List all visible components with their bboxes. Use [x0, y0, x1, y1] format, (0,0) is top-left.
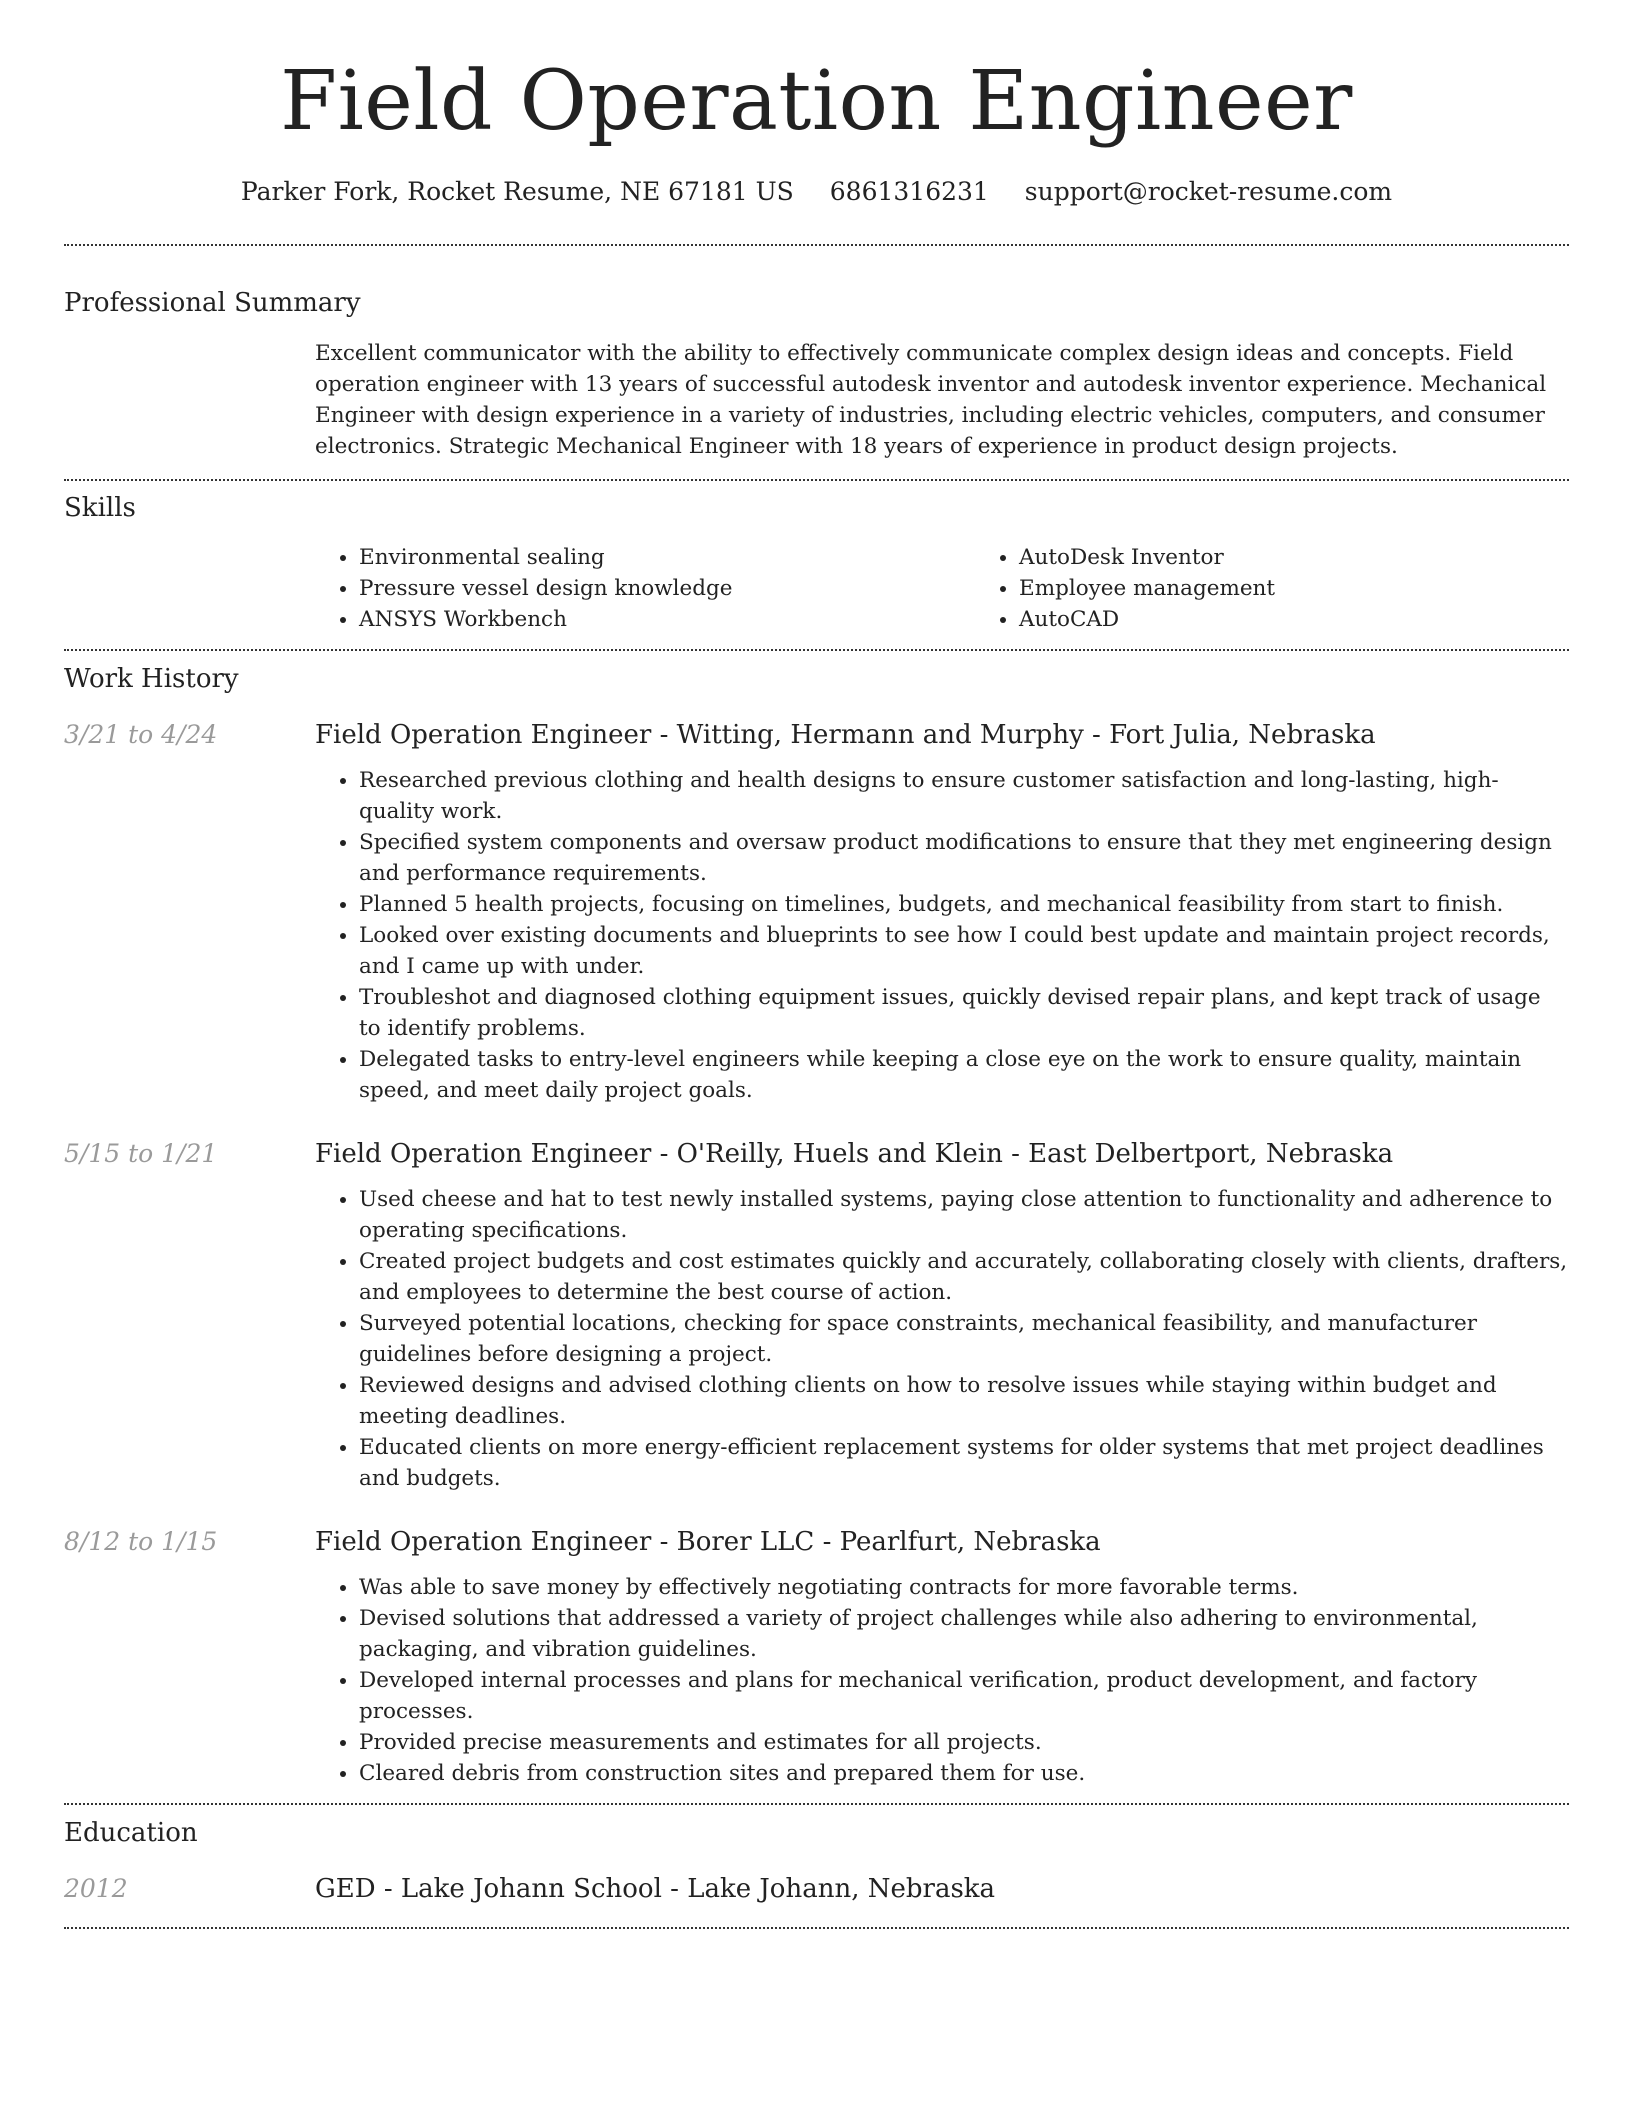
job-bullets [315, 765, 1569, 1106]
contact-line [64, 174, 1569, 210]
job-entry [64, 1524, 1569, 1789]
skills-list-right [975, 542, 1275, 635]
job-bullets [315, 1184, 1569, 1494]
skills-row [64, 542, 1569, 635]
job-bullet: • Developed internal processes and plans for mechanical verification, product development, and factory processes. [359, 1665, 1569, 1727]
resume-page [64, 0, 1569, 1929]
job-bullets [315, 1572, 1569, 1789]
job-bullet: • Educated clients on more energy-efficient replacement systems for older systems that met project deadlines and budgets. [359, 1432, 1569, 1494]
job-entry [64, 717, 1569, 1106]
job-bullet: • Planned 5 health projects, focusing on timelines, budgets, and mechanical feasibility from start to finish. [359, 889, 1569, 920]
skill-item: • Pressure vessel design knowledge [359, 573, 975, 604]
education-entry [64, 1871, 1569, 1907]
job-dates: 3/21 to 4/24 [64, 720, 218, 749]
skill-item: • ANSYS Workbench [359, 604, 975, 635]
contact-phone: 6861316231 [829, 177, 989, 206]
divider [64, 1927, 1569, 1929]
education-title: GED - Lake Johann School - Lake Johann, Nebraska [315, 1874, 996, 1904]
skills-list-left [315, 542, 975, 635]
section-title-education: Education [64, 1818, 198, 1848]
job-bullet: • Provided precise measurements and estimates for all projects. [359, 1727, 1569, 1758]
job-title: Field Operation Engineer - Witting, Hermann and Murphy - Fort Julia, Nebraska [315, 720, 1376, 750]
job-bullet: • Looked over existing documents and blueprints to see how I could best update and maintain project records, and I came up with under. [359, 920, 1569, 982]
job-entry [64, 1136, 1569, 1494]
job-bullet: • Was able to save money by effectively negotiating contracts for more favorable terms. [359, 1572, 1569, 1603]
job-bullet: • Reviewed designs and advised clothing clients on how to resolve issues while staying within budget and meeting deadlines. [359, 1370, 1569, 1432]
contact-address: Parker Fork, Rocket Resume, NE 67181 US [240, 177, 794, 206]
skill-item: • AutoDesk Inventor [1019, 542, 1275, 573]
job-bullet: • Specified system components and oversaw product modifications to ensure that they met engineering design and performance requirements. [359, 827, 1569, 889]
skill-item: • Employee management [1019, 573, 1275, 604]
job-bullet: • Created project budgets and cost estimates quickly and accurately, collaborating closely with clients, drafters, and employees to determine the best course of action. [359, 1246, 1569, 1308]
job-title: Field Operation Engineer - Borer LLC - Pearlfurt, Nebraska [315, 1527, 1101, 1557]
section-title-skills: Skills [64, 493, 136, 523]
job-bullet: • Researched previous clothing and health designs to ensure customer satisfaction and long-lasting, high-quality work. [359, 765, 1569, 827]
divider [64, 1803, 1569, 1805]
job-bullet: • Troubleshot and diagnosed clothing equipment issues, quickly devised repair plans, and kept track of usage to identify problems. [359, 982, 1569, 1044]
contact-email: support@rocket-resume.com [1024, 177, 1393, 206]
summary-text: Excellent communicator with the ability to effectively communicate complex design ideas and concepts. Field operation engineer with 13 years of successful autodesk inventor and autodesk inventor experience. Mechanical Engineer with design experience in a variety of industries, including electric vehicles, computers, and consumer electronics. Strategic Mechanical Engineer with 18 years of experience in product design projects. [315, 341, 1547, 459]
section-title-summary: Professional Summary [64, 288, 361, 318]
divider [64, 649, 1569, 651]
job-dates: 8/12 to 1/15 [64, 1527, 218, 1556]
skill-item: • Environmental sealing [359, 542, 975, 573]
job-bullet: • Devised solutions that addressed a variety of project challenges while also adhering to environmental, packaging, and vibration guidelines. [359, 1603, 1569, 1665]
resume-name: Field Operation Engineer [280, 54, 1353, 149]
divider [64, 244, 1569, 246]
education-date: 2012 [64, 1874, 128, 1903]
job-bullet: • Used cheese and hat to test newly installed systems, paying close attention to functionality and adherence to operating specifications. [359, 1184, 1569, 1246]
job-bullet: • Delegated tasks to entry-level engineers while keeping a close eye on the work to ensure quality, maintain speed, and meet daily project goals. [359, 1044, 1569, 1106]
section-title-work: Work History [64, 664, 239, 694]
job-bullet: • Cleared debris from construction sites and prepared them for use. [359, 1758, 1569, 1789]
divider [64, 479, 1569, 481]
job-dates: 5/15 to 1/21 [64, 1139, 218, 1168]
job-bullet: • Surveyed potential locations, checking for space constraints, mechanical feasibility, and manufacturer guidelines before designing a project. [359, 1308, 1569, 1370]
skill-item: • AutoCAD [1019, 604, 1275, 635]
summary-row [64, 338, 1569, 462]
job-title: Field Operation Engineer - O'Reilly, Huels and Klein - East Delbertport, Nebraska [315, 1139, 1394, 1169]
